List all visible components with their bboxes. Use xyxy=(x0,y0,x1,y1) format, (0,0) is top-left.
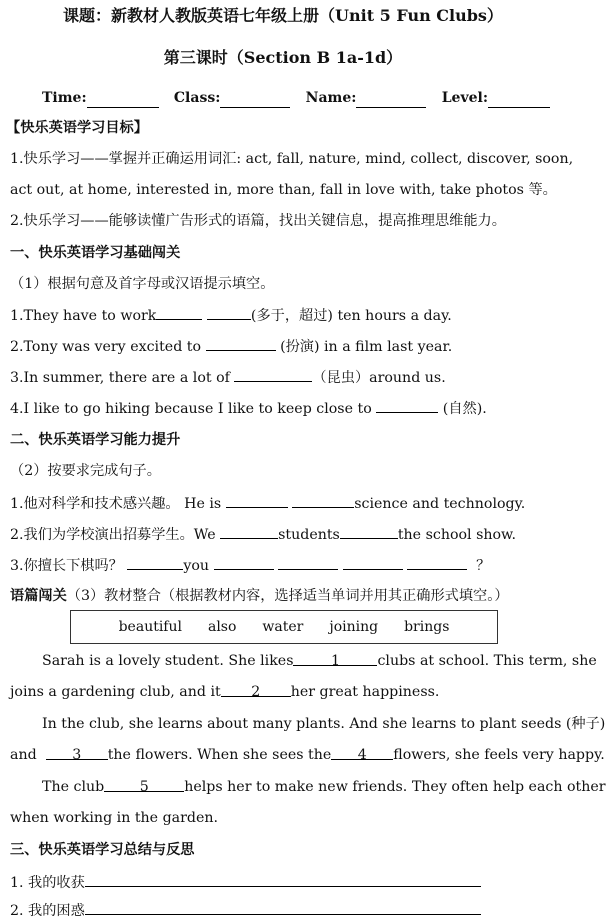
goal-2: 2.快乐学习——能够读懂广告形式的语篇，找出关键信息，提高推理思维能力。 xyxy=(10,213,506,229)
section-1-heading: 一、快乐英语学习基础闯关 xyxy=(10,245,181,261)
word-bank xyxy=(70,610,498,644)
gains-answer-line[interactable] xyxy=(85,872,481,887)
goal-1-line-2: act out, at home, interested in, more than, fall in love with, take photos 等。 xyxy=(10,182,557,198)
s3-blank-1[interactable] xyxy=(127,555,183,570)
word-bank-item: brings xyxy=(404,619,450,635)
s3-blank-4[interactable] xyxy=(343,555,403,570)
name-field[interactable]: Name: xyxy=(306,88,427,108)
time-field[interactable]: Time: xyxy=(42,88,159,108)
passage-line-4: and 3 the flowers. When she sees the 4 flowers, she feels very happy. xyxy=(10,747,605,763)
sentence-2: 2.我们为学校演出招募学生。We students the school show. xyxy=(10,524,556,545)
word-bank-item: water xyxy=(262,619,304,635)
page-title: 课题：新教材人教版英语七年级上册（Unit 5 Fun Clubs） xyxy=(63,6,503,25)
passage-line-6: when working in the garden. xyxy=(10,810,219,826)
question-4: 4.I like to go hiking because I like to keep close to (自然). xyxy=(10,398,556,419)
class-field[interactable]: Class: xyxy=(174,88,290,108)
passage-blank-1[interactable]: 1 xyxy=(293,651,377,666)
passage-heading: 语篇闯关（3）教材整合（根据教材内容，选择适当单词并用其正确形式填空。） xyxy=(10,588,509,604)
section-1-instructions: （1）根据句意及首字母或汉语提示填空。 xyxy=(10,276,275,292)
q2-blank[interactable] xyxy=(206,336,276,351)
passage-line-1: Sarah is a lovely student. She likes 1 clubs at school. This term, she xyxy=(42,653,597,669)
passage-blank-4[interactable]: 4 xyxy=(331,745,393,760)
section-2-heading: 二、快乐英语学习能力提升 xyxy=(10,432,181,448)
s1-blank-1[interactable] xyxy=(226,493,288,508)
confusions-answer-line[interactable] xyxy=(85,900,481,915)
q1-blank-2[interactable] xyxy=(207,305,251,320)
goals-heading: 【快乐英语学习目标】 xyxy=(6,120,148,136)
question-3: 3.In summer, there are a lot of （昆虫）around us. xyxy=(10,367,556,388)
student-info-row xyxy=(10,88,556,108)
section-3-heading: 三、快乐英语学习总结与反思 xyxy=(10,842,195,858)
q3-blank[interactable] xyxy=(234,367,312,382)
q1-blank-1[interactable] xyxy=(156,305,202,320)
sentence-3: 3.你擅长下棋吗？ you ？ xyxy=(10,555,556,576)
passage-line-3: In the club, she learns about many plants. And she learns to plant seeds (种子) xyxy=(42,716,606,732)
q4-blank[interactable] xyxy=(376,398,438,413)
s2-blank-1[interactable] xyxy=(220,524,278,539)
word-bank-item: also xyxy=(207,619,237,635)
passage-line-2: joins a gardening club, and it 2 her great happiness. xyxy=(10,684,440,700)
sentence-1: 1.他对科学和技术感兴趣。 He is science and technology. xyxy=(10,493,556,514)
reflection-confusions: 2. 我的困惑 xyxy=(10,900,556,921)
passage-blank-3[interactable]: 3 xyxy=(46,745,108,760)
section-2-instructions: （2）按要求完成句子。 xyxy=(10,463,161,479)
s1-blank-2[interactable] xyxy=(292,493,354,508)
page-subtitle: 第三课时（Section B 1a-1d） xyxy=(163,48,403,67)
question-1: 1.They have to work (多于，超过) ten hours a day. xyxy=(10,305,556,326)
question-2: 2.Tony was very excited to (扮演) in a film last year. xyxy=(10,336,556,357)
word-bank-item: beautiful xyxy=(118,619,182,635)
s3-blank-5[interactable] xyxy=(407,555,467,570)
passage-line-5: The club 5 helps her to make new friends. They often help each other xyxy=(42,779,606,795)
passage-blank-2[interactable]: 2 xyxy=(221,682,291,697)
word-bank-item: joining xyxy=(329,619,379,635)
level-field[interactable]: Level: xyxy=(442,88,550,108)
reflection-gains: 1. 我的收获 xyxy=(10,872,556,893)
passage-blank-5[interactable]: 5 xyxy=(104,777,184,792)
s3-blank-2[interactable] xyxy=(214,555,274,570)
s3-blank-3[interactable] xyxy=(278,555,338,570)
s2-blank-2[interactable] xyxy=(340,524,398,539)
goal-1-line-1: 1.快乐学习——掌握并正确运用词汇: act, fall, nature, mind, collect, discover, soon, xyxy=(10,151,574,167)
